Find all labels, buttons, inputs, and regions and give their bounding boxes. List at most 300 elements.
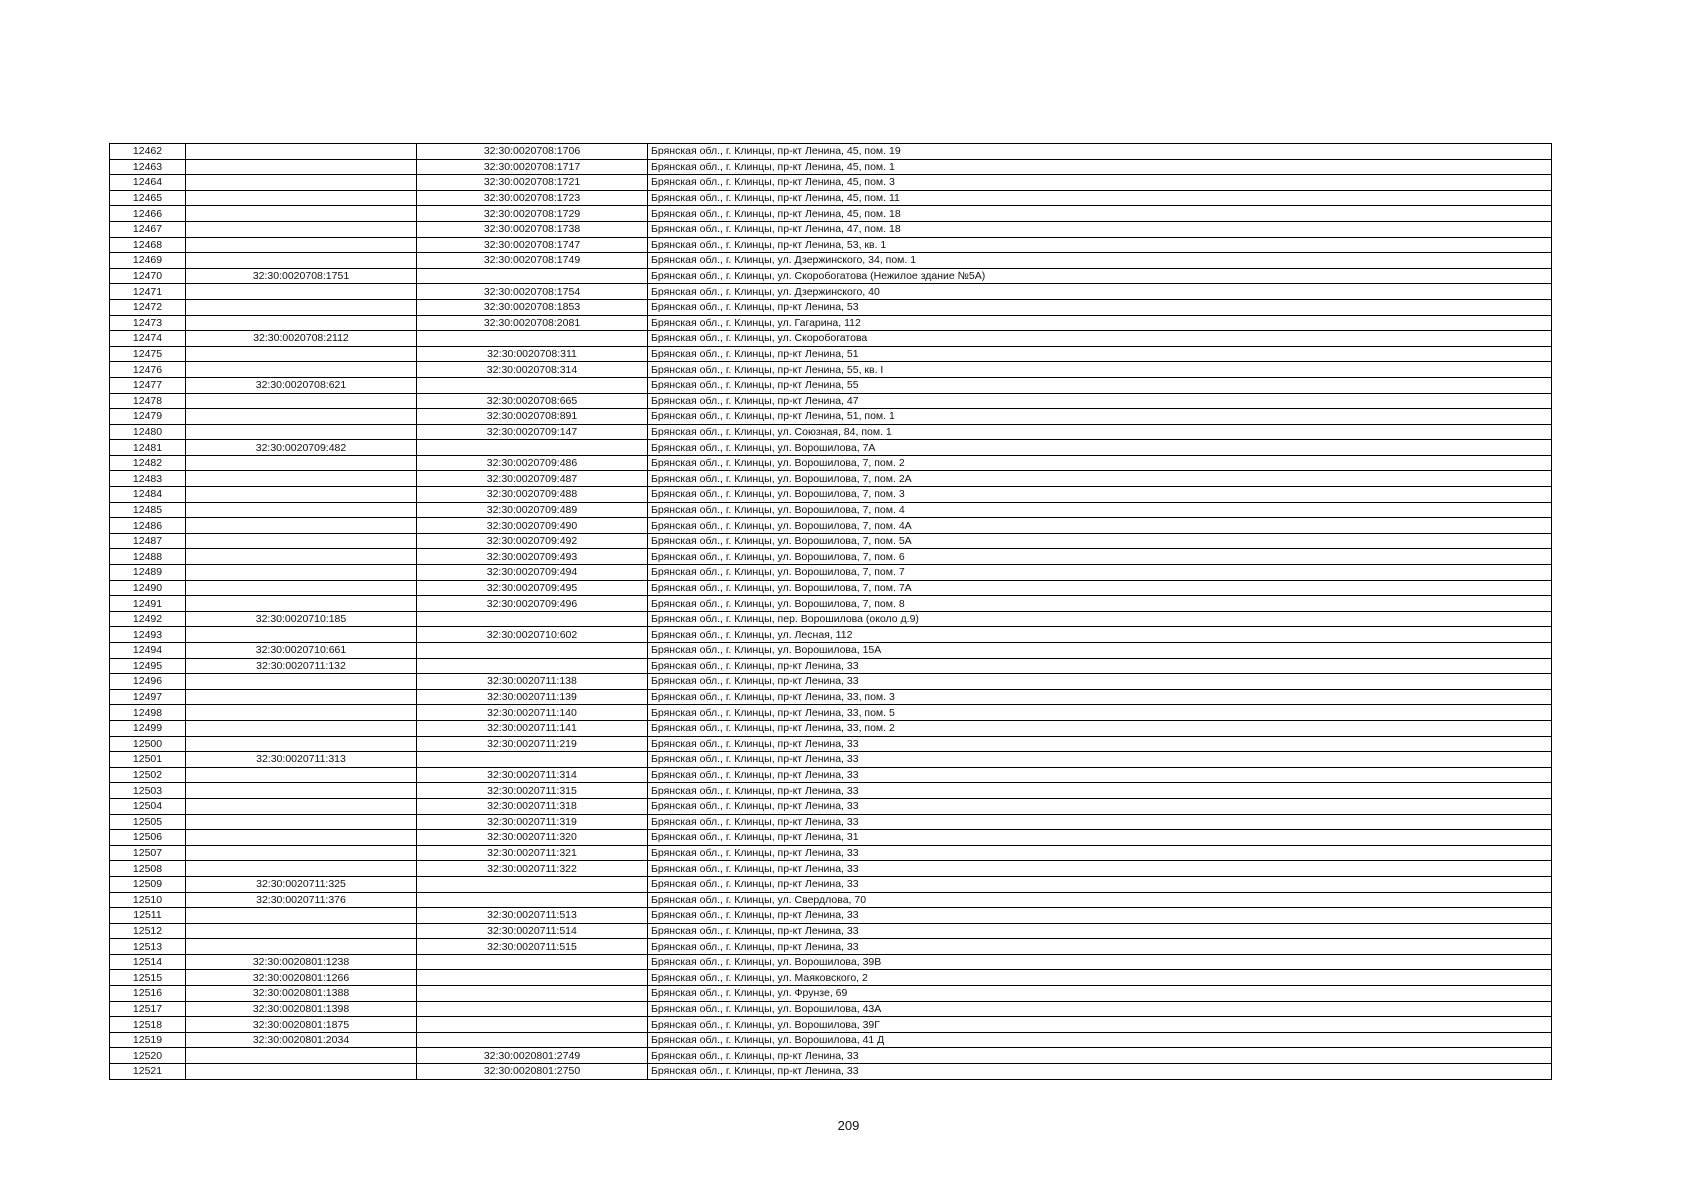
address-cell: Брянская обл., г. Клинцы, пр-кт Ленина, 53, кв. 1 — [648, 237, 1552, 253]
row-number-cell: 12492 — [110, 611, 186, 627]
registry-table — [109, 143, 1552, 1080]
land-cadastral-number-cell: 32:30:0020708:621 — [186, 377, 417, 393]
address-cell: Брянская обл., г. Клинцы, пр-кт Ленина, 51 — [648, 346, 1552, 362]
table-row — [110, 720, 1552, 736]
address-cell: Брянская обл., г. Клинцы, пр-кт Ленина, 55 — [648, 377, 1552, 393]
building-cadastral-number-cell: 32:30:0020708:1853 — [417, 299, 648, 315]
address-cell: Брянская обл., г. Клинцы, пр-кт Ленина, 33 — [648, 923, 1552, 939]
table-row — [110, 798, 1552, 814]
land-cadastral-number-cell — [186, 674, 417, 690]
land-cadastral-number-cell — [186, 689, 417, 705]
row-number-cell: 12482 — [110, 455, 186, 471]
registry-table-body — [110, 144, 1552, 1080]
row-number-cell: 12477 — [110, 377, 186, 393]
table-row — [110, 876, 1552, 892]
land-cadastral-number-cell — [186, 783, 417, 799]
row-number-cell: 12514 — [110, 954, 186, 970]
address-cell: Брянская обл., г. Клинцы, ул. Ворошилова, 15А — [648, 643, 1552, 659]
land-cadastral-number-cell — [186, 518, 417, 534]
building-cadastral-number-cell: 32:30:0020801:2750 — [417, 1064, 648, 1080]
land-cadastral-number-cell: 32:30:0020710:661 — [186, 643, 417, 659]
row-number-cell: 12515 — [110, 970, 186, 986]
building-cadastral-number-cell: 32:30:0020708:2081 — [417, 315, 648, 331]
address-cell: Брянская обл., г. Клинцы, ул. Ворошилова, 7, пом. 8 — [648, 596, 1552, 612]
row-number-cell: 12505 — [110, 814, 186, 830]
building-cadastral-number-cell — [417, 954, 648, 970]
row-number-cell: 12466 — [110, 206, 186, 222]
land-cadastral-number-cell: 32:30:0020711:325 — [186, 876, 417, 892]
row-number-cell: 12520 — [110, 1048, 186, 1064]
row-number-cell: 12495 — [110, 658, 186, 674]
land-cadastral-number-cell — [186, 565, 417, 581]
table-row — [110, 658, 1552, 674]
table-row — [110, 908, 1552, 924]
land-cadastral-number-cell — [186, 471, 417, 487]
land-cadastral-number-cell — [186, 284, 417, 300]
table-row — [110, 565, 1552, 581]
row-number-cell: 12516 — [110, 986, 186, 1002]
table-row — [110, 643, 1552, 659]
building-cadastral-number-cell: 32:30:0020709:496 — [417, 596, 648, 612]
address-cell: Брянская обл., г. Клинцы, ул. Маяковского, 2 — [648, 970, 1552, 986]
row-number-cell: 12507 — [110, 845, 186, 861]
address-cell: Брянская обл., г. Клинцы, пр-кт Ленина, 33 — [648, 845, 1552, 861]
address-cell: Брянская обл., г. Клинцы, пр-кт Ленина, 45, пом. 19 — [648, 144, 1552, 160]
building-cadastral-number-cell: 32:30:0020711:322 — [417, 861, 648, 877]
row-number-cell: 12500 — [110, 736, 186, 752]
table-row — [110, 752, 1552, 768]
table-row — [110, 767, 1552, 783]
row-number-cell: 12508 — [110, 861, 186, 877]
row-number-cell: 12510 — [110, 892, 186, 908]
building-cadastral-number-cell — [417, 1017, 648, 1033]
land-cadastral-number-cell — [186, 221, 417, 237]
building-cadastral-number-cell: 32:30:0020711:513 — [417, 908, 648, 924]
address-cell: Брянская обл., г. Клинцы, ул. Ворошилова, 7, пом. 6 — [648, 549, 1552, 565]
table-row — [110, 596, 1552, 612]
row-number-cell: 12509 — [110, 876, 186, 892]
building-cadastral-number-cell — [417, 752, 648, 768]
building-cadastral-number-cell: 32:30:0020711:140 — [417, 705, 648, 721]
row-number-cell: 12503 — [110, 783, 186, 799]
address-cell: Брянская обл., г. Клинцы, пр-кт Ленина, 33, пом. 5 — [648, 705, 1552, 721]
row-number-cell: 12502 — [110, 767, 186, 783]
land-cadastral-number-cell: 32:30:0020708:2112 — [186, 331, 417, 347]
land-cadastral-number-cell: 32:30:0020801:1238 — [186, 954, 417, 970]
address-cell: Брянская обл., г. Клинцы, пр-кт Ленина, 33 — [648, 658, 1552, 674]
row-number-cell: 12491 — [110, 596, 186, 612]
land-cadastral-number-cell — [186, 253, 417, 269]
address-cell: Брянская обл., г. Клинцы, пр-кт Ленина, 45, пом. 11 — [648, 190, 1552, 206]
row-number-cell: 12462 — [110, 144, 186, 160]
building-cadastral-number-cell: 32:30:0020709:486 — [417, 455, 648, 471]
address-cell: Брянская обл., г. Клинцы, пр-кт Ленина, 33 — [648, 1064, 1552, 1080]
land-cadastral-number-cell — [186, 767, 417, 783]
building-cadastral-number-cell: 32:30:0020709:147 — [417, 424, 648, 440]
building-cadastral-number-cell: 32:30:0020708:665 — [417, 393, 648, 409]
table-row — [110, 518, 1552, 534]
building-cadastral-number-cell — [417, 892, 648, 908]
address-cell: Брянская обл., г. Клинцы, ул. Гагарина, 112 — [648, 315, 1552, 331]
table-row — [110, 970, 1552, 986]
row-number-cell: 12490 — [110, 580, 186, 596]
address-cell: Брянская обл., г. Клинцы, ул. Скоробогатова — [648, 331, 1552, 347]
land-cadastral-number-cell — [186, 362, 417, 378]
building-cadastral-number-cell: 32:30:0020708:1747 — [417, 237, 648, 253]
table-row — [110, 237, 1552, 253]
building-cadastral-number-cell — [417, 986, 648, 1002]
address-cell: Брянская обл., г. Клинцы, пр-кт Ленина, 33 — [648, 908, 1552, 924]
table-row — [110, 1032, 1552, 1048]
building-cadastral-number-cell: 32:30:0020711:314 — [417, 767, 648, 783]
building-cadastral-number-cell: 32:30:0020711:315 — [417, 783, 648, 799]
row-number-cell: 12487 — [110, 533, 186, 549]
table-row — [110, 533, 1552, 549]
land-cadastral-number-cell — [186, 720, 417, 736]
building-cadastral-number-cell — [417, 268, 648, 284]
land-cadastral-number-cell — [186, 736, 417, 752]
row-number-cell: 12485 — [110, 502, 186, 518]
page-number: 209 — [837, 1118, 860, 1133]
land-cadastral-number-cell — [186, 346, 417, 362]
address-cell: Брянская обл., г. Клинцы, пр-кт Ленина, 33 — [648, 1048, 1552, 1064]
row-number-cell: 12518 — [110, 1017, 186, 1033]
table-row — [110, 299, 1552, 315]
table-row — [110, 144, 1552, 160]
building-cadastral-number-cell: 32:30:0020711:138 — [417, 674, 648, 690]
row-number-cell: 12473 — [110, 315, 186, 331]
row-number-cell: 12468 — [110, 237, 186, 253]
table-row — [110, 159, 1552, 175]
table-row — [110, 440, 1552, 456]
land-cadastral-number-cell — [186, 237, 417, 253]
address-cell: Брянская обл., г. Клинцы, ул. Фрунзе, 69 — [648, 986, 1552, 1002]
row-number-cell: 12497 — [110, 689, 186, 705]
land-cadastral-number-cell — [186, 814, 417, 830]
land-cadastral-number-cell — [186, 393, 417, 409]
land-cadastral-number-cell: 32:30:0020708:1751 — [186, 268, 417, 284]
building-cadastral-number-cell — [417, 611, 648, 627]
row-number-cell: 12521 — [110, 1064, 186, 1080]
building-cadastral-number-cell: 32:30:0020709:488 — [417, 487, 648, 503]
table-row — [110, 689, 1552, 705]
address-cell: Брянская обл., г. Клинцы, пр-кт Ленина, 33 — [648, 939, 1552, 955]
row-number-cell: 12493 — [110, 627, 186, 643]
address-cell: Брянская обл., г. Клинцы, пр-кт Ленина, 31 — [648, 830, 1552, 846]
building-cadastral-number-cell: 32:30:0020709:489 — [417, 502, 648, 518]
building-cadastral-number-cell: 32:30:0020711:515 — [417, 939, 648, 955]
table-row — [110, 268, 1552, 284]
table-row — [110, 986, 1552, 1002]
table-row — [110, 580, 1552, 596]
row-number-cell: 12472 — [110, 299, 186, 315]
building-cadastral-number-cell: 32:30:0020709:487 — [417, 471, 648, 487]
land-cadastral-number-cell — [186, 580, 417, 596]
land-cadastral-number-cell — [186, 861, 417, 877]
address-cell: Брянская обл., г. Клинцы, пр-кт Ленина, 45, пом. 1 — [648, 159, 1552, 175]
table-row — [110, 377, 1552, 393]
address-cell: Брянская обл., г. Клинцы, ул. Ворошилова, 7, пом. 3 — [648, 487, 1552, 503]
row-number-cell: 12488 — [110, 549, 186, 565]
address-cell: Брянская обл., г. Клинцы, пр-кт Ленина, 33 — [648, 752, 1552, 768]
row-number-cell: 12499 — [110, 720, 186, 736]
address-cell: Брянская обл., г. Клинцы, ул. Союзная, 84, пом. 1 — [648, 424, 1552, 440]
address-cell: Брянская обл., г. Клинцы, пер. Ворошилова (около д.9) — [648, 611, 1552, 627]
table-row — [110, 190, 1552, 206]
building-cadastral-number-cell: 32:30:0020711:139 — [417, 689, 648, 705]
building-cadastral-number-cell: 32:30:0020708:1706 — [417, 144, 648, 160]
address-cell: Брянская обл., г. Клинцы, ул. Ворошилова, 7, пом. 4А — [648, 518, 1552, 534]
row-number-cell: 12496 — [110, 674, 186, 690]
building-cadastral-number-cell: 32:30:0020708:314 — [417, 362, 648, 378]
table-row — [110, 892, 1552, 908]
building-cadastral-number-cell: 32:30:0020711:320 — [417, 830, 648, 846]
land-cadastral-number-cell — [186, 206, 417, 222]
address-cell: Брянская обл., г. Клинцы, ул. Ворошилова, 7, пом. 2 — [648, 455, 1552, 471]
land-cadastral-number-cell: 32:30:0020801:1398 — [186, 1001, 417, 1017]
row-number-cell: 12469 — [110, 253, 186, 269]
table-row — [110, 471, 1552, 487]
land-cadastral-number-cell — [186, 627, 417, 643]
table-row — [110, 502, 1552, 518]
table-row — [110, 1001, 1552, 1017]
land-cadastral-number-cell — [186, 596, 417, 612]
land-cadastral-number-cell — [186, 455, 417, 471]
table-row — [110, 175, 1552, 191]
address-cell: Брянская обл., г. Клинцы, ул. Ворошилова, 7, пом. 7А — [648, 580, 1552, 596]
address-cell: Брянская обл., г. Клинцы, пр-кт Ленина, 47 — [648, 393, 1552, 409]
table-row — [110, 315, 1552, 331]
table-row — [110, 627, 1552, 643]
land-cadastral-number-cell — [186, 845, 417, 861]
land-cadastral-number-cell — [186, 923, 417, 939]
address-cell: Брянская обл., г. Клинцы, пр-кт Ленина, 51, пом. 1 — [648, 409, 1552, 425]
table-row — [110, 954, 1552, 970]
row-number-cell: 12463 — [110, 159, 186, 175]
table-row — [110, 331, 1552, 347]
table-row — [110, 455, 1552, 471]
address-cell: Брянская обл., г. Клинцы, пр-кт Ленина, 33 — [648, 736, 1552, 752]
land-cadastral-number-cell — [186, 299, 417, 315]
table-row — [110, 705, 1552, 721]
row-number-cell: 12498 — [110, 705, 186, 721]
table-row — [110, 1064, 1552, 1080]
address-cell: Брянская обл., г. Клинцы, пр-кт Ленина, 33 — [648, 783, 1552, 799]
building-cadastral-number-cell: 32:30:0020711:514 — [417, 923, 648, 939]
building-cadastral-number-cell: 32:30:0020709:490 — [417, 518, 648, 534]
row-number-cell: 12481 — [110, 440, 186, 456]
table-row — [110, 393, 1552, 409]
table-row — [110, 362, 1552, 378]
land-cadastral-number-cell — [186, 939, 417, 955]
land-cadastral-number-cell — [186, 798, 417, 814]
land-cadastral-number-cell: 32:30:0020711:313 — [186, 752, 417, 768]
table-row — [110, 861, 1552, 877]
land-cadastral-number-cell — [186, 533, 417, 549]
building-cadastral-number-cell: 32:30:0020708:891 — [417, 409, 648, 425]
table-row — [110, 424, 1552, 440]
row-number-cell: 12475 — [110, 346, 186, 362]
row-number-cell: 12476 — [110, 362, 186, 378]
land-cadastral-number-cell — [186, 549, 417, 565]
building-cadastral-number-cell: 32:30:0020709:493 — [417, 549, 648, 565]
land-cadastral-number-cell — [186, 908, 417, 924]
land-cadastral-number-cell — [186, 144, 417, 160]
address-cell: Брянская обл., г. Клинцы, пр-кт Ленина, 33, пом. 2 — [648, 720, 1552, 736]
table-row — [110, 206, 1552, 222]
address-cell: Брянская обл., г. Клинцы, пр-кт Ленина, 53 — [648, 299, 1552, 315]
row-number-cell: 12506 — [110, 830, 186, 846]
row-number-cell: 12504 — [110, 798, 186, 814]
address-cell: Брянская обл., г. Клинцы, пр-кт Ленина, 55, кв. I — [648, 362, 1552, 378]
land-cadastral-number-cell — [186, 409, 417, 425]
address-cell: Брянская обл., г. Клинцы, пр-кт Ленина, 33 — [648, 674, 1552, 690]
address-cell: Брянская обл., г. Клинцы, пр-кт Ленина, 45, пом. 3 — [648, 175, 1552, 191]
address-cell: Брянская обл., г. Клинцы, пр-кт Ленина, 33 — [648, 861, 1552, 877]
land-cadastral-number-cell: 32:30:0020801:1388 — [186, 986, 417, 1002]
building-cadastral-number-cell — [417, 1032, 648, 1048]
table-row — [110, 1017, 1552, 1033]
land-cadastral-number-cell — [186, 830, 417, 846]
address-cell: Брянская обл., г. Клинцы, пр-кт Ленина, 33 — [648, 767, 1552, 783]
table-row — [110, 814, 1552, 830]
table-row — [110, 346, 1552, 362]
table-row — [110, 674, 1552, 690]
land-cadastral-number-cell — [186, 190, 417, 206]
table-row — [110, 923, 1552, 939]
table-row — [110, 1048, 1552, 1064]
row-number-cell: 12479 — [110, 409, 186, 425]
table-row — [110, 611, 1552, 627]
land-cadastral-number-cell — [186, 1064, 417, 1080]
building-cadastral-number-cell: 32:30:0020708:1717 — [417, 159, 648, 175]
row-number-cell: 12489 — [110, 565, 186, 581]
building-cadastral-number-cell: 32:30:0020711:219 — [417, 736, 648, 752]
row-number-cell: 12467 — [110, 221, 186, 237]
building-cadastral-number-cell — [417, 440, 648, 456]
address-cell: Брянская обл., г. Клинцы, ул. Ворошилова, 41 Д — [648, 1032, 1552, 1048]
table-row — [110, 939, 1552, 955]
building-cadastral-number-cell — [417, 658, 648, 674]
land-cadastral-number-cell — [186, 1048, 417, 1064]
address-cell: Брянская обл., г. Клинцы, пр-кт Ленина, 33 — [648, 876, 1552, 892]
row-number-cell: 12511 — [110, 908, 186, 924]
row-number-cell: 12474 — [110, 331, 186, 347]
table-row — [110, 830, 1552, 846]
row-number-cell: 12483 — [110, 471, 186, 487]
land-cadastral-number-cell: 32:30:0020711:376 — [186, 892, 417, 908]
row-number-cell: 12484 — [110, 487, 186, 503]
table-row — [110, 845, 1552, 861]
building-cadastral-number-cell: 32:30:0020708:311 — [417, 346, 648, 362]
building-cadastral-number-cell — [417, 970, 648, 986]
land-cadastral-number-cell — [186, 175, 417, 191]
address-cell: Брянская обл., г. Клинцы, ул. Свердлова, 70 — [648, 892, 1552, 908]
building-cadastral-number-cell — [417, 1001, 648, 1017]
building-cadastral-number-cell: 32:30:0020708:1738 — [417, 221, 648, 237]
land-cadastral-number-cell — [186, 315, 417, 331]
land-cadastral-number-cell: 32:30:0020709:482 — [186, 440, 417, 456]
table-row — [110, 221, 1552, 237]
land-cadastral-number-cell — [186, 487, 417, 503]
building-cadastral-number-cell — [417, 331, 648, 347]
building-cadastral-number-cell: 32:30:0020801:2749 — [417, 1048, 648, 1064]
address-cell: Брянская обл., г. Клинцы, пр-кт Ленина, 33 — [648, 814, 1552, 830]
row-number-cell: 12470 — [110, 268, 186, 284]
building-cadastral-number-cell: 32:30:0020708:1754 — [417, 284, 648, 300]
land-cadastral-number-cell: 32:30:0020801:1266 — [186, 970, 417, 986]
land-cadastral-number-cell — [186, 502, 417, 518]
building-cadastral-number-cell: 32:30:0020711:141 — [417, 720, 648, 736]
table-row — [110, 783, 1552, 799]
building-cadastral-number-cell: 32:30:0020709:492 — [417, 533, 648, 549]
address-cell: Брянская обл., г. Клинцы, ул. Ворошилова, 7, пом. 2А — [648, 471, 1552, 487]
land-cadastral-number-cell — [186, 705, 417, 721]
row-number-cell: 12480 — [110, 424, 186, 440]
address-cell: Брянская обл., г. Клинцы, ул. Дзержинского, 34, пом. 1 — [648, 253, 1552, 269]
building-cadastral-number-cell: 32:30:0020708:1721 — [417, 175, 648, 191]
address-cell: Брянская обл., г. Клинцы, ул. Ворошилова, 43А — [648, 1001, 1552, 1017]
table-row — [110, 487, 1552, 503]
address-cell: Брянская обл., г. Клинцы, ул. Скоробогатова (Нежилое здание №5А) — [648, 268, 1552, 284]
land-cadastral-number-cell: 32:30:0020711:132 — [186, 658, 417, 674]
building-cadastral-number-cell — [417, 876, 648, 892]
building-cadastral-number-cell: 32:30:0020708:1749 — [417, 253, 648, 269]
land-cadastral-number-cell: 32:30:0020801:2034 — [186, 1032, 417, 1048]
building-cadastral-number-cell — [417, 643, 648, 659]
building-cadastral-number-cell: 32:30:0020711:321 — [417, 845, 648, 861]
land-cadastral-number-cell — [186, 159, 417, 175]
address-cell: Брянская обл., г. Клинцы, пр-кт Ленина, 45, пом. 18 — [648, 206, 1552, 222]
row-number-cell: 12494 — [110, 643, 186, 659]
address-cell: Брянская обл., г. Клинцы, ул. Лесная, 112 — [648, 627, 1552, 643]
table-row — [110, 284, 1552, 300]
building-cadastral-number-cell: 32:30:0020711:318 — [417, 798, 648, 814]
building-cadastral-number-cell: 32:30:0020711:319 — [417, 814, 648, 830]
address-cell: Брянская обл., г. Клинцы, пр-кт Ленина, 33 — [648, 798, 1552, 814]
building-cadastral-number-cell — [417, 377, 648, 393]
row-number-cell: 12464 — [110, 175, 186, 191]
table-row — [110, 253, 1552, 269]
building-cadastral-number-cell: 32:30:0020708:1729 — [417, 206, 648, 222]
row-number-cell: 12471 — [110, 284, 186, 300]
address-cell: Брянская обл., г. Клинцы, ул. Ворошилова, 39Г — [648, 1017, 1552, 1033]
land-cadastral-number-cell: 32:30:0020801:1875 — [186, 1017, 417, 1033]
table-row — [110, 549, 1552, 565]
address-cell: Брянская обл., г. Клинцы, ул. Ворошилова, 7, пом. 5А — [648, 533, 1552, 549]
row-number-cell: 12478 — [110, 393, 186, 409]
row-number-cell: 12517 — [110, 1001, 186, 1017]
land-cadastral-number-cell: 32:30:0020710:185 — [186, 611, 417, 627]
row-number-cell: 12519 — [110, 1032, 186, 1048]
table-row — [110, 409, 1552, 425]
table-row — [110, 736, 1552, 752]
address-cell: Брянская обл., г. Клинцы, ул. Ворошилова, 7, пом. 4 — [648, 502, 1552, 518]
address-cell: Брянская обл., г. Клинцы, ул. Ворошилова, 7А — [648, 440, 1552, 456]
address-cell: Брянская обл., г. Клинцы, ул. Ворошилова, 7, пом. 7 — [648, 565, 1552, 581]
building-cadastral-number-cell: 32:30:0020709:495 — [417, 580, 648, 596]
address-cell: Брянская обл., г. Клинцы, ул. Ворошилова, 39В — [648, 954, 1552, 970]
building-cadastral-number-cell: 32:30:0020708:1723 — [417, 190, 648, 206]
building-cadastral-number-cell: 32:30:0020710:602 — [417, 627, 648, 643]
row-number-cell: 12512 — [110, 923, 186, 939]
land-cadastral-number-cell — [186, 424, 417, 440]
address-cell: Брянская обл., г. Клинцы, ул. Дзержинского, 40 — [648, 284, 1552, 300]
row-number-cell: 12513 — [110, 939, 186, 955]
row-number-cell: 12501 — [110, 752, 186, 768]
address-cell: Брянская обл., г. Клинцы, пр-кт Ленина, 47, пом. 18 — [648, 221, 1552, 237]
row-number-cell: 12465 — [110, 190, 186, 206]
